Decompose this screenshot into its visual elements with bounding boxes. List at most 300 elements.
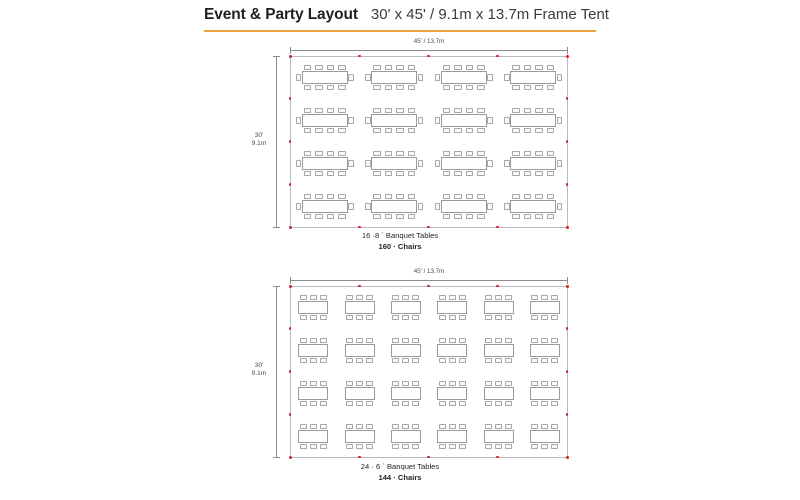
chair: [300, 338, 307, 343]
chair: [535, 85, 542, 90]
chair: [495, 401, 502, 406]
banquet-table: [371, 71, 417, 84]
chair: [535, 128, 542, 133]
chair: [443, 108, 450, 113]
chair: [551, 401, 558, 406]
banquet-table-group: [530, 301, 560, 314]
tent-corner-marker: [566, 226, 569, 229]
chair: [385, 128, 392, 133]
chair: [557, 74, 562, 81]
chair: [300, 381, 307, 386]
chair: [338, 65, 345, 70]
height-dimension-line: [276, 56, 277, 228]
banquet-table: [510, 114, 556, 127]
chair: [541, 444, 548, 449]
chair: [551, 295, 558, 300]
chair: [541, 381, 548, 386]
chair: [547, 151, 554, 156]
banquet-table-group: [371, 200, 417, 213]
chair: [385, 214, 392, 219]
chair: [443, 171, 450, 176]
chair: [443, 128, 450, 133]
chair: [495, 381, 502, 386]
chair: [356, 381, 363, 386]
plan-2-caption-line2: 144 · Chairs: [378, 473, 422, 482]
chair: [396, 128, 403, 133]
chair: [504, 74, 509, 81]
banquet-table-group: [345, 387, 375, 400]
chair: [466, 214, 473, 219]
chair: [338, 171, 345, 176]
chair: [524, 108, 531, 113]
banquet-table-group: [391, 387, 421, 400]
chair: [512, 194, 519, 199]
chair: [466, 151, 473, 156]
chair: [505, 444, 512, 449]
chair: [412, 424, 419, 429]
chair: [356, 358, 363, 363]
chair: [557, 160, 562, 167]
banquet-table: [530, 387, 560, 400]
chair: [304, 85, 311, 90]
chair: [485, 315, 492, 320]
banquet-table-group: [484, 301, 514, 314]
chair: [454, 214, 461, 219]
chair: [396, 214, 403, 219]
banquet-table: [345, 387, 375, 400]
chair: [356, 444, 363, 449]
chair: [315, 214, 322, 219]
height-dimension-tick: [273, 457, 280, 458]
plan-2-caption-line1: 24 · 6 ´ Banquet Tables: [360, 462, 440, 471]
chair: [454, 151, 461, 156]
banquet-table-group: [484, 387, 514, 400]
height-dimension-line: [276, 286, 277, 458]
chair: [366, 315, 373, 320]
chair: [454, 128, 461, 133]
chair: [304, 171, 311, 176]
chair: [402, 358, 409, 363]
chair: [459, 358, 466, 363]
banquet-table: [441, 200, 487, 213]
chair: [373, 65, 380, 70]
chair: [454, 194, 461, 199]
tent-corner-marker: [566, 55, 569, 58]
chair: [356, 315, 363, 320]
banquet-table-group: [345, 301, 375, 314]
chair: [385, 151, 392, 156]
banquet-table: [298, 301, 328, 314]
chair: [304, 151, 311, 156]
chair: [366, 358, 373, 363]
chair: [454, 85, 461, 90]
chair: [477, 108, 484, 113]
chair: [487, 74, 492, 81]
chair: [392, 295, 399, 300]
chair: [495, 424, 502, 429]
page-header: [0, 0, 800, 36]
banquet-table-group: [391, 430, 421, 443]
tent-edge-marker: [358, 285, 361, 288]
chair: [396, 85, 403, 90]
banquet-table: [298, 344, 328, 357]
chair: [346, 338, 353, 343]
height-dimension-label: [246, 362, 272, 378]
chair: [551, 444, 558, 449]
chair: [327, 171, 334, 176]
tent-corner-marker: [289, 285, 292, 288]
chair: [504, 203, 509, 210]
chair: [418, 160, 423, 167]
chair: [304, 128, 311, 133]
chair: [439, 381, 446, 386]
chair: [348, 160, 353, 167]
banquet-table-group: [441, 114, 487, 127]
chair: [477, 171, 484, 176]
banquet-table: [510, 71, 556, 84]
chair: [547, 65, 554, 70]
banquet-table-group: [437, 387, 467, 400]
tent-edge-marker: [358, 226, 361, 229]
chair: [439, 444, 446, 449]
banquet-table-group: [345, 430, 375, 443]
chair: [435, 74, 440, 81]
chair: [557, 203, 562, 210]
chair: [418, 117, 423, 124]
tent-corner-marker: [289, 456, 292, 459]
chair: [373, 85, 380, 90]
banquet-table-group: [510, 114, 556, 127]
chair: [459, 424, 466, 429]
chair: [327, 108, 334, 113]
chair: [320, 295, 327, 300]
chair: [504, 117, 509, 124]
height-dimension-label-line1: 30': [254, 132, 264, 139]
chair: [477, 128, 484, 133]
chair: [356, 338, 363, 343]
banquet-table: [484, 430, 514, 443]
chair: [487, 160, 492, 167]
chair: [320, 444, 327, 449]
banquet-table: [302, 114, 348, 127]
chair: [485, 401, 492, 406]
banquet-table: [510, 157, 556, 170]
width-dimension-tick: [567, 47, 568, 54]
chair: [300, 444, 307, 449]
chair: [495, 338, 502, 343]
banquet-table-group: [530, 387, 560, 400]
tent-corner-marker: [289, 55, 292, 58]
chair: [449, 381, 456, 386]
width-dimension-line: [290, 50, 568, 51]
chair: [300, 358, 307, 363]
banquet-table: [302, 200, 348, 213]
chair: [338, 108, 345, 113]
chair: [310, 401, 317, 406]
chair: [449, 424, 456, 429]
chair: [449, 401, 456, 406]
width-dimension-tick: [567, 277, 568, 284]
banquet-table: [530, 344, 560, 357]
chair: [531, 315, 538, 320]
chair: [408, 151, 415, 156]
width-dimension-label: 45' / 13.7m: [413, 268, 445, 275]
chair: [531, 338, 538, 343]
chair: [338, 214, 345, 219]
banquet-table-group: [298, 387, 328, 400]
chair: [512, 151, 519, 156]
chair: [396, 194, 403, 199]
chair: [315, 65, 322, 70]
chair: [304, 194, 311, 199]
chair: [535, 194, 542, 199]
chair: [477, 85, 484, 90]
chair: [310, 424, 317, 429]
chair: [365, 203, 370, 210]
chair: [505, 424, 512, 429]
chair: [531, 295, 538, 300]
banquet-table-group: [371, 157, 417, 170]
chair: [535, 151, 542, 156]
chair: [449, 315, 456, 320]
banquet-table-group: [371, 114, 417, 127]
chair: [551, 315, 558, 320]
banquet-table: [437, 387, 467, 400]
chair: [439, 338, 446, 343]
plan-1-caption-line1: 16 ·8 ´ Banquet Tables: [361, 231, 439, 240]
chair: [505, 401, 512, 406]
banquet-table-group: [298, 344, 328, 357]
chair: [541, 358, 548, 363]
chair: [327, 65, 334, 70]
banquet-table-group: [391, 344, 421, 357]
chair: [551, 424, 558, 429]
chair: [320, 424, 327, 429]
chair: [408, 85, 415, 90]
chair: [338, 151, 345, 156]
chair: [373, 108, 380, 113]
chair: [296, 160, 301, 167]
chair: [547, 194, 554, 199]
chair: [373, 214, 380, 219]
chair: [320, 358, 327, 363]
banquet-table: [298, 387, 328, 400]
banquet-table: [302, 157, 348, 170]
chair: [338, 128, 345, 133]
banquet-table: [484, 344, 514, 357]
chair: [466, 85, 473, 90]
height-dimension-label-line2: 9.1m: [251, 140, 267, 148]
chair: [412, 381, 419, 386]
chair: [466, 194, 473, 199]
width-dimension-line: [290, 280, 568, 281]
chair: [505, 295, 512, 300]
chair: [524, 214, 531, 219]
chair: [412, 444, 419, 449]
chair: [443, 214, 450, 219]
title-underline-rule: [204, 30, 596, 32]
chair: [435, 203, 440, 210]
chair: [348, 117, 353, 124]
chair: [505, 381, 512, 386]
chair: [366, 338, 373, 343]
banquet-table-group: [530, 344, 560, 357]
chair: [304, 214, 311, 219]
chair: [459, 295, 466, 300]
chair: [408, 65, 415, 70]
chair: [304, 65, 311, 70]
chair: [412, 315, 419, 320]
banquet-table-group: [437, 344, 467, 357]
chair: [373, 128, 380, 133]
plan-2-caption: [0, 461, 800, 483]
chair: [459, 401, 466, 406]
banquet-table: [530, 430, 560, 443]
banquet-table: [371, 114, 417, 127]
chair: [439, 315, 446, 320]
chair: [320, 381, 327, 386]
chair: [402, 381, 409, 386]
chair: [459, 444, 466, 449]
chair: [439, 295, 446, 300]
chair: [439, 401, 446, 406]
chair: [315, 151, 322, 156]
chair: [346, 358, 353, 363]
banquet-table-group: [298, 301, 328, 314]
chair: [535, 108, 542, 113]
chair: [443, 85, 450, 90]
chair: [466, 171, 473, 176]
chair: [327, 85, 334, 90]
chair: [524, 151, 531, 156]
chair: [366, 401, 373, 406]
banquet-table: [437, 430, 467, 443]
chair: [466, 108, 473, 113]
chair: [505, 315, 512, 320]
banquet-table: [437, 344, 467, 357]
chair: [392, 424, 399, 429]
chair: [402, 295, 409, 300]
tent-edge-marker: [289, 183, 292, 186]
chair: [547, 128, 554, 133]
chair: [408, 108, 415, 113]
tent-corner-marker: [566, 456, 569, 459]
banquet-table: [484, 301, 514, 314]
chair: [366, 424, 373, 429]
chair: [396, 151, 403, 156]
chair: [310, 338, 317, 343]
height-dimension-tick: [273, 227, 280, 228]
chair: [524, 128, 531, 133]
width-dimension-tick: [290, 277, 291, 284]
banquet-table-group: [441, 71, 487, 84]
tent-edge-marker: [566, 413, 569, 416]
chair: [443, 65, 450, 70]
plan-1-caption: [0, 230, 800, 252]
height-dimension-label-line2: 9.1m: [251, 370, 267, 378]
chair: [512, 108, 519, 113]
chair: [392, 358, 399, 363]
tent-edge-marker: [289, 413, 292, 416]
chair: [439, 358, 446, 363]
banquet-table: [441, 71, 487, 84]
banquet-table: [345, 301, 375, 314]
banquet-table: [437, 301, 467, 314]
banquet-table: [391, 301, 421, 314]
banquet-table: [510, 200, 556, 213]
tent-edge-marker: [358, 456, 361, 459]
chair: [541, 401, 548, 406]
chair: [356, 295, 363, 300]
chair: [535, 214, 542, 219]
chair: [366, 381, 373, 386]
chair: [346, 315, 353, 320]
chair: [512, 85, 519, 90]
chair: [320, 401, 327, 406]
chair: [408, 214, 415, 219]
chair: [495, 444, 502, 449]
chair: [296, 74, 301, 81]
chair: [396, 108, 403, 113]
width-dimension-tick: [290, 47, 291, 54]
chair: [402, 444, 409, 449]
banquet-table-group: [484, 430, 514, 443]
chair: [495, 358, 502, 363]
chair: [454, 108, 461, 113]
chair: [531, 381, 538, 386]
tent-edge-marker: [566, 183, 569, 186]
chair: [449, 338, 456, 343]
chair: [477, 65, 484, 70]
chair: [531, 358, 538, 363]
chair: [327, 151, 334, 156]
chair: [348, 203, 353, 210]
chair: [477, 151, 484, 156]
chair: [296, 203, 301, 210]
chair: [541, 315, 548, 320]
chair: [439, 424, 446, 429]
banquet-table: [391, 344, 421, 357]
chair: [524, 171, 531, 176]
banquet-table-group: [437, 430, 467, 443]
chair: [356, 424, 363, 429]
chair: [346, 295, 353, 300]
chair: [296, 117, 301, 124]
chair: [485, 424, 492, 429]
chair: [338, 85, 345, 90]
chair: [346, 444, 353, 449]
chair: [535, 171, 542, 176]
chair: [402, 401, 409, 406]
chair: [300, 401, 307, 406]
chair: [310, 358, 317, 363]
chair: [366, 444, 373, 449]
chair: [408, 128, 415, 133]
chair: [310, 295, 317, 300]
banquet-table: [484, 387, 514, 400]
chair: [485, 381, 492, 386]
banquet-table: [298, 430, 328, 443]
chair: [485, 295, 492, 300]
chair: [300, 295, 307, 300]
height-dimension-tick: [273, 286, 280, 287]
chair: [315, 171, 322, 176]
chair: [365, 160, 370, 167]
chair: [365, 74, 370, 81]
chair: [449, 295, 456, 300]
chair: [485, 358, 492, 363]
page-subtitle: 30' x 45' / 9.1m x 13.7m Frame Tent: [370, 6, 609, 23]
